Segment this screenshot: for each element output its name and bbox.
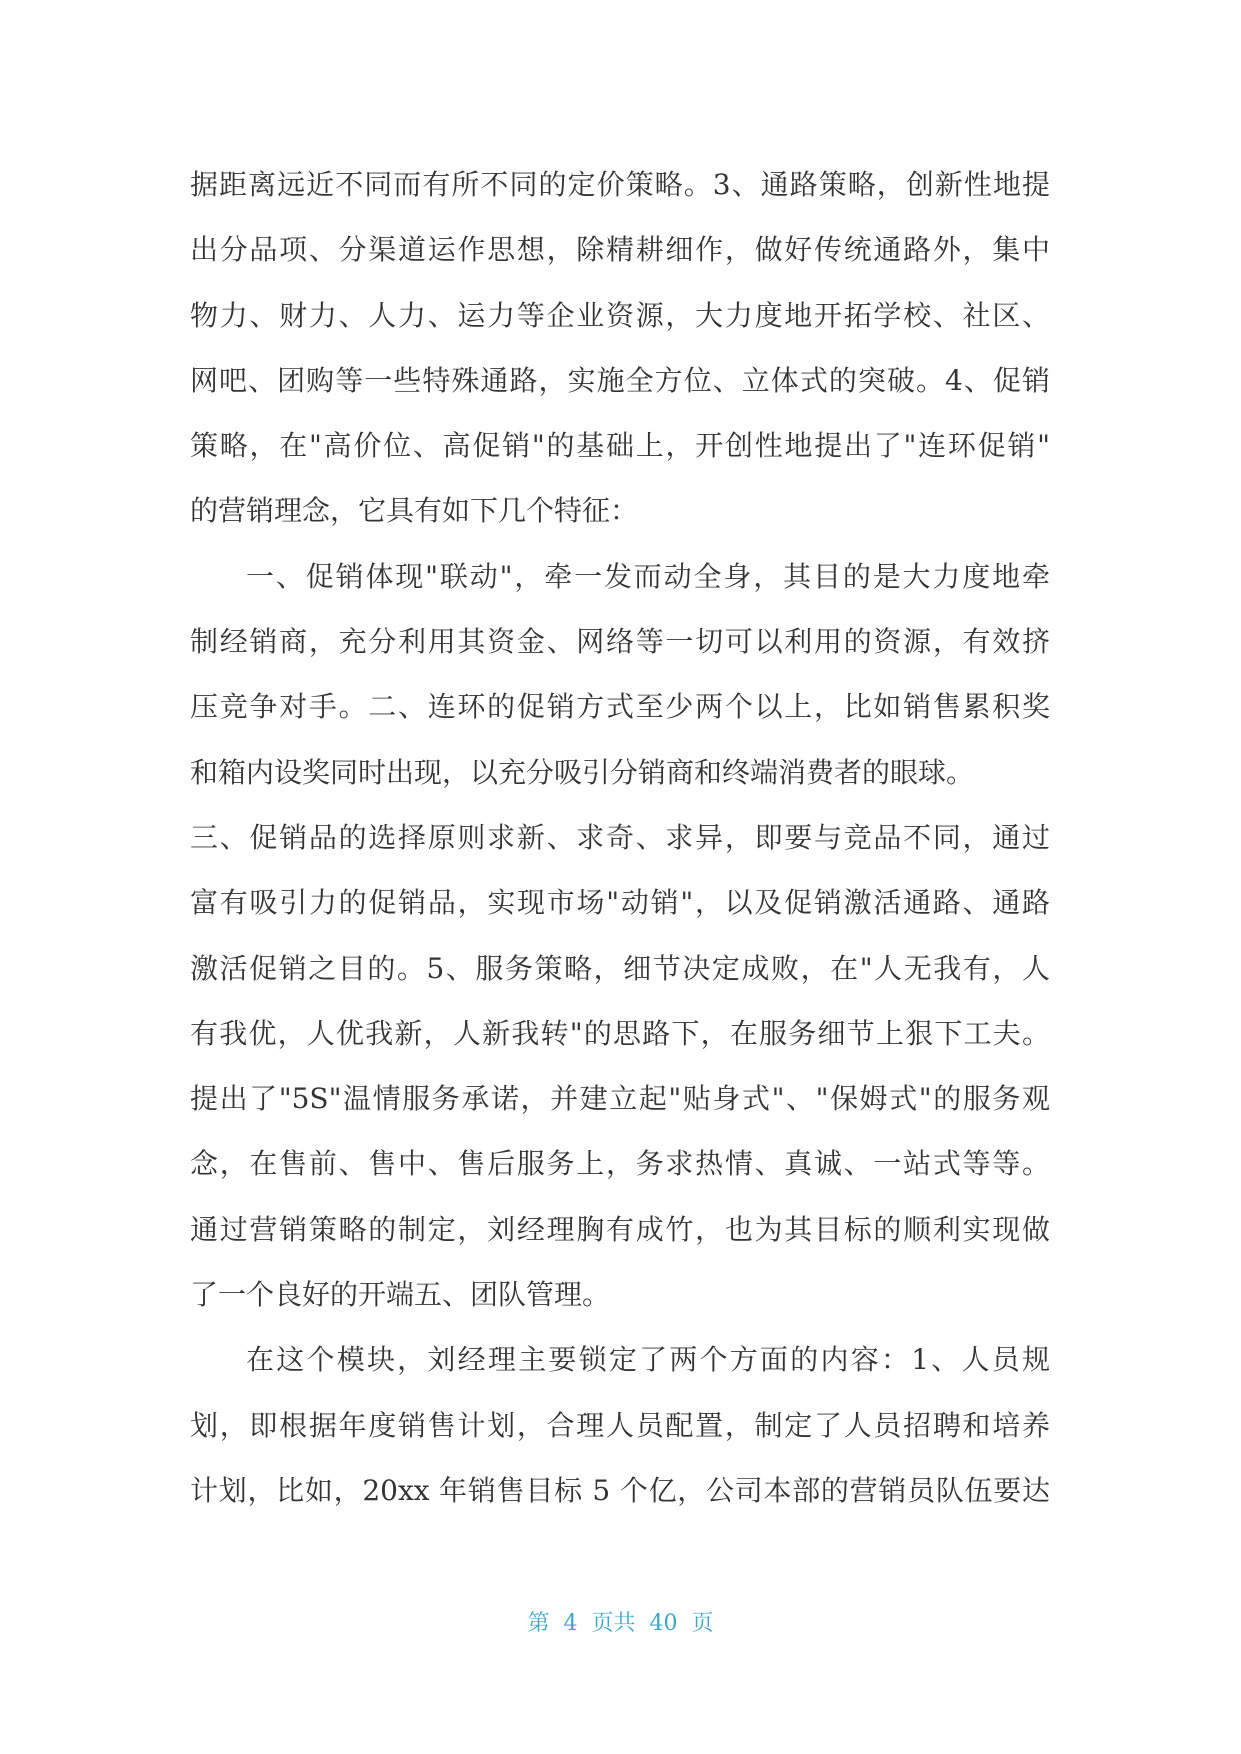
text-line: 三、促销品的选择原则求新、求奇、求异，即要与竞品不同，通过 <box>190 820 1050 854</box>
text-line: 提出了"5S"温情服务承诺，并建立起"贴身式"、"保姆式"的服务观 <box>190 1082 1050 1116</box>
text-line: 一、促销体现"联动"，牵一发而动全身，其目的是大力度地牵 <box>246 559 1050 593</box>
body-text <box>190 152 1050 1523</box>
text-line: 出分品项、分渠道运作思想，除精耕细作，做好传统通路外，集中 <box>190 233 1050 267</box>
text-line: 了一个良好的开端五、团队管理。 <box>190 1278 611 1312</box>
text-line: 网吧、团购等一些特殊通路，实施全方位、立体式的突破。4、促销 <box>190 363 1050 397</box>
text-line: 通过营销策略的制定，刘经理胸有成竹，也为其目标的顺利实现做 <box>190 1212 1050 1246</box>
text-line: 计划，比如，20xx 年销售目标 5 个亿，公司本部的营销员队伍要达 <box>190 1473 1050 1507</box>
text-line: 制经销商，充分利用其资金、网络等一切可以利用的资源，有效挤 <box>190 625 1050 659</box>
text-line: 和箱内设奖同时出现，以充分吸引分销商和终端消费者的眼球。 <box>190 755 975 789</box>
text-line: 压竞争对手。二、连环的促销方式至少两个以上，比如销售累积奖 <box>190 690 1050 724</box>
text-line: 据距离远近不同而有所不同的定价策略。3、通路策略，创新性地提 <box>190 168 1050 201</box>
text-line: 在这个模块，刘经理主要锁定了两个方面的内容：1、人员规 <box>246 1343 1050 1377</box>
text-line: 划，即根据年度销售计划，合理人员配置，制定了人员招聘和培养 <box>190 1408 1050 1442</box>
text-line: 的营销理念，它具有如下几个特征： <box>190 494 639 528</box>
text-line: 富有吸引力的促销品，实现市场"动销"，以及促销激活通路、通路 <box>190 886 1050 920</box>
text-line: 念，在售前、售中、售后服务上，务求热情、真诚、一站式等等。 <box>190 1147 1050 1181</box>
text-line: 物力、财力、人力、运力等企业资源，大力度地开拓学校、社区、 <box>190 298 1050 332</box>
page-number-footer: 第 4 页共 40 页 <box>527 1611 714 1636</box>
text-line: 有我优，人优我新，人新我转"的思路下，在服务细节上狠下工夫。 <box>190 1016 1050 1050</box>
text-line: 激活促销之目的。5、服务策略，细节决定成败，在"人无我有，人 <box>190 951 1050 985</box>
text-line: 策略，在"高价位、高促销"的基础上，开创性地提出了"连环促销" <box>190 429 1050 463</box>
